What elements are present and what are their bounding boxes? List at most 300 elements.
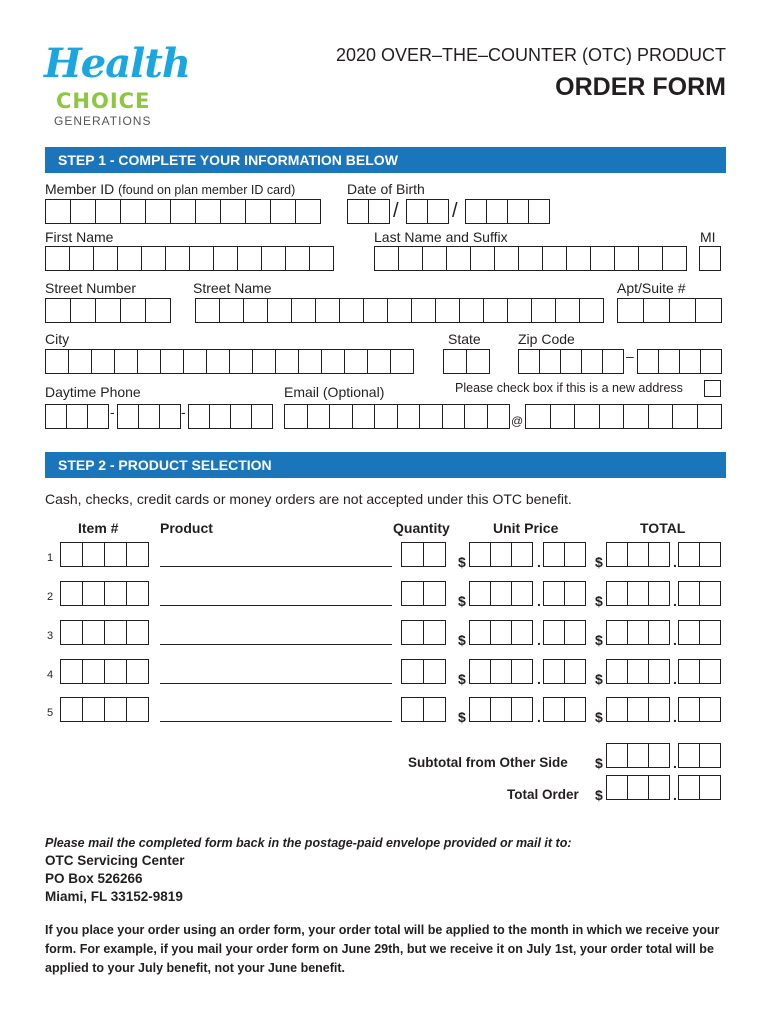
char-box[interactable] bbox=[344, 349, 368, 374]
row-total-cents-field[interactable] bbox=[678, 620, 720, 645]
char-box[interactable] bbox=[435, 298, 460, 323]
char-box[interactable] bbox=[160, 349, 184, 374]
char-box[interactable] bbox=[189, 246, 214, 271]
subtotal-decimal: . bbox=[673, 755, 677, 771]
subtotal-cents-field[interactable] bbox=[678, 743, 720, 768]
subtotal-dollars-field[interactable] bbox=[606, 743, 669, 768]
char-box[interactable] bbox=[401, 697, 424, 722]
unit-price-dollars-field[interactable] bbox=[469, 620, 532, 645]
unit-price-cents-field[interactable] bbox=[543, 659, 585, 684]
street-number-field[interactable] bbox=[45, 298, 170, 323]
char-box[interactable] bbox=[195, 298, 220, 323]
char-box[interactable] bbox=[648, 542, 670, 567]
char-box[interactable] bbox=[511, 659, 533, 684]
char-box[interactable] bbox=[550, 404, 576, 429]
char-box[interactable] bbox=[126, 581, 149, 606]
char-box[interactable] bbox=[291, 298, 316, 323]
char-box[interactable] bbox=[678, 775, 700, 800]
char-box[interactable] bbox=[419, 404, 443, 429]
char-box[interactable] bbox=[270, 199, 296, 224]
quantity-field[interactable] bbox=[401, 620, 445, 645]
char-box[interactable] bbox=[648, 581, 670, 606]
unit-price-dollars-field[interactable] bbox=[469, 659, 532, 684]
row-total-dollars-field[interactable] bbox=[606, 659, 669, 684]
char-box[interactable] bbox=[574, 404, 600, 429]
char-box[interactable] bbox=[543, 581, 565, 606]
char-box[interactable] bbox=[309, 246, 334, 271]
char-box[interactable] bbox=[188, 404, 210, 429]
char-box[interactable] bbox=[114, 349, 138, 374]
char-box[interactable] bbox=[213, 246, 238, 271]
char-box[interactable] bbox=[627, 697, 649, 722]
char-box[interactable] bbox=[243, 298, 268, 323]
char-box[interactable] bbox=[637, 349, 659, 374]
char-box[interactable] bbox=[251, 404, 273, 429]
char-box[interactable] bbox=[423, 697, 446, 722]
char-box[interactable] bbox=[531, 298, 556, 323]
char-box[interactable] bbox=[104, 659, 127, 684]
char-box[interactable] bbox=[45, 404, 67, 429]
char-box[interactable] bbox=[95, 298, 121, 323]
row-total-cents-field[interactable] bbox=[678, 659, 720, 684]
char-box[interactable] bbox=[699, 743, 721, 768]
char-box[interactable] bbox=[528, 199, 550, 224]
new-address-checkbox[interactable] bbox=[704, 380, 721, 397]
char-box[interactable] bbox=[697, 404, 723, 429]
char-box[interactable] bbox=[486, 199, 508, 224]
char-box[interactable] bbox=[490, 659, 512, 684]
char-box[interactable] bbox=[507, 199, 529, 224]
char-box[interactable] bbox=[464, 404, 488, 429]
char-box[interactable] bbox=[564, 542, 586, 567]
char-box[interactable] bbox=[423, 542, 446, 567]
char-box[interactable] bbox=[60, 659, 83, 684]
email-label: Email (Optional) bbox=[284, 384, 385, 400]
unit-price-currency: $ bbox=[458, 554, 466, 570]
char-box[interactable] bbox=[87, 404, 109, 429]
unit-price-cents-field[interactable] bbox=[543, 581, 585, 606]
char-box[interactable] bbox=[627, 620, 649, 645]
char-box[interactable] bbox=[70, 298, 96, 323]
char-box[interactable] bbox=[170, 199, 196, 224]
char-box[interactable] bbox=[466, 349, 490, 374]
char-box[interactable] bbox=[606, 775, 628, 800]
unit-price-dollars-field[interactable] bbox=[469, 581, 532, 606]
char-box[interactable] bbox=[352, 404, 376, 429]
char-box[interactable] bbox=[126, 542, 149, 567]
char-box[interactable] bbox=[648, 743, 670, 768]
last-name-field[interactable] bbox=[374, 246, 686, 271]
total-order-cents-field[interactable] bbox=[678, 775, 720, 800]
char-box[interactable] bbox=[525, 404, 551, 429]
char-box[interactable] bbox=[104, 542, 127, 567]
char-box[interactable] bbox=[679, 349, 701, 374]
state-field[interactable] bbox=[443, 349, 489, 374]
char-box[interactable] bbox=[678, 743, 700, 768]
char-box[interactable] bbox=[68, 349, 92, 374]
char-box[interactable] bbox=[145, 199, 171, 224]
char-box[interactable] bbox=[120, 199, 146, 224]
dob-day-field[interactable] bbox=[406, 199, 448, 224]
subtotal-currency: $ bbox=[595, 755, 603, 771]
char-box[interactable] bbox=[126, 697, 149, 722]
char-box[interactable] bbox=[614, 246, 639, 271]
char-box[interactable] bbox=[699, 542, 721, 567]
unit-price-cents-field[interactable] bbox=[543, 542, 585, 567]
char-box[interactable] bbox=[590, 246, 615, 271]
char-box[interactable] bbox=[45, 349, 69, 374]
char-box[interactable] bbox=[60, 697, 83, 722]
char-box[interactable] bbox=[307, 404, 331, 429]
char-box[interactable] bbox=[285, 246, 310, 271]
char-box[interactable] bbox=[195, 199, 221, 224]
char-box[interactable] bbox=[117, 246, 142, 271]
char-box[interactable] bbox=[45, 246, 70, 271]
char-box[interactable] bbox=[138, 404, 160, 429]
unit-price-decimal: . bbox=[537, 671, 541, 687]
char-box[interactable] bbox=[104, 581, 127, 606]
row-total-cents-field[interactable] bbox=[678, 581, 720, 606]
char-box[interactable] bbox=[648, 775, 670, 800]
char-box[interactable] bbox=[606, 697, 628, 722]
unit-price-cents-field[interactable] bbox=[543, 620, 585, 645]
char-box[interactable] bbox=[267, 298, 292, 323]
char-box[interactable] bbox=[401, 659, 424, 684]
char-box[interactable] bbox=[539, 349, 561, 374]
char-box[interactable] bbox=[117, 404, 139, 429]
char-box[interactable] bbox=[469, 620, 491, 645]
char-box[interactable] bbox=[411, 298, 436, 323]
col-product-header: Product bbox=[160, 520, 213, 536]
char-box[interactable] bbox=[104, 620, 127, 645]
dob-slash-2: / bbox=[452, 200, 458, 222]
char-box[interactable] bbox=[511, 581, 533, 606]
row-total-currency: $ bbox=[595, 554, 603, 570]
char-box[interactable] bbox=[581, 349, 603, 374]
quantity-field[interactable] bbox=[401, 542, 445, 567]
char-box[interactable] bbox=[315, 298, 340, 323]
char-box[interactable] bbox=[627, 743, 649, 768]
product-line-field[interactable] bbox=[160, 683, 392, 684]
char-box[interactable] bbox=[387, 298, 412, 323]
char-box[interactable] bbox=[566, 246, 591, 271]
char-box[interactable] bbox=[678, 542, 700, 567]
char-box[interactable] bbox=[627, 542, 649, 567]
char-box[interactable] bbox=[699, 775, 721, 800]
char-box[interactable] bbox=[487, 404, 511, 429]
product-line-field[interactable] bbox=[160, 644, 392, 645]
char-box[interactable] bbox=[45, 199, 71, 224]
row-total-cents-field[interactable] bbox=[678, 542, 720, 567]
char-box[interactable] bbox=[401, 542, 424, 567]
phone-line-field[interactable] bbox=[188, 404, 272, 429]
dob-year-field[interactable] bbox=[465, 199, 549, 224]
char-box[interactable] bbox=[662, 246, 687, 271]
quantity-field[interactable] bbox=[401, 697, 445, 722]
char-box[interactable] bbox=[623, 404, 649, 429]
char-box[interactable] bbox=[82, 581, 105, 606]
char-box[interactable] bbox=[339, 298, 364, 323]
char-box[interactable] bbox=[700, 349, 722, 374]
char-box[interactable] bbox=[672, 404, 698, 429]
char-box[interactable] bbox=[126, 659, 149, 684]
char-box[interactable] bbox=[427, 199, 449, 224]
char-box[interactable] bbox=[555, 298, 580, 323]
char-box[interactable] bbox=[678, 620, 700, 645]
char-box[interactable] bbox=[104, 697, 127, 722]
col-total-header: TOTAL bbox=[640, 520, 686, 536]
char-box[interactable] bbox=[423, 620, 446, 645]
char-box[interactable] bbox=[363, 298, 388, 323]
total-order-currency: $ bbox=[595, 787, 603, 803]
product-line-field[interactable] bbox=[160, 566, 392, 567]
col-item-header: Item # bbox=[78, 520, 119, 536]
zip-dash: – bbox=[626, 348, 634, 364]
char-box[interactable] bbox=[507, 298, 532, 323]
char-box[interactable] bbox=[422, 246, 447, 271]
apt-field[interactable] bbox=[617, 298, 721, 323]
total-order-dollars-field[interactable] bbox=[606, 775, 669, 800]
item-number-field[interactable] bbox=[60, 620, 148, 645]
char-box[interactable] bbox=[669, 298, 696, 323]
item-number-field[interactable] bbox=[60, 659, 148, 684]
char-box[interactable] bbox=[606, 620, 628, 645]
char-box[interactable] bbox=[347, 199, 369, 224]
product-line-field[interactable] bbox=[160, 605, 392, 606]
char-box[interactable] bbox=[511, 542, 533, 567]
phone-prefix-field[interactable] bbox=[117, 404, 180, 429]
char-box[interactable] bbox=[627, 659, 649, 684]
item-number-field[interactable] bbox=[60, 697, 148, 722]
char-box[interactable] bbox=[469, 542, 491, 567]
char-box[interactable] bbox=[470, 246, 495, 271]
email-at-sign: @ bbox=[511, 414, 524, 428]
char-box[interactable] bbox=[252, 349, 276, 374]
char-box[interactable] bbox=[606, 659, 628, 684]
row-total-currency: $ bbox=[595, 593, 603, 609]
char-box[interactable] bbox=[511, 697, 533, 722]
char-box[interactable] bbox=[423, 659, 446, 684]
char-box[interactable] bbox=[695, 298, 722, 323]
zip-label: Zip Code bbox=[518, 331, 575, 347]
char-box[interactable] bbox=[699, 246, 721, 271]
char-box[interactable] bbox=[564, 581, 586, 606]
char-box[interactable] bbox=[82, 620, 105, 645]
char-box[interactable] bbox=[511, 620, 533, 645]
phone-area-field[interactable] bbox=[45, 404, 108, 429]
char-box[interactable] bbox=[368, 199, 390, 224]
step1-heading: STEP 1 - COMPLETE YOUR INFORMATION BELOW bbox=[45, 147, 726, 173]
char-box[interactable] bbox=[648, 620, 670, 645]
char-box[interactable] bbox=[494, 246, 519, 271]
char-box[interactable] bbox=[126, 620, 149, 645]
char-box[interactable] bbox=[261, 246, 286, 271]
char-box[interactable] bbox=[284, 404, 308, 429]
member-id-field[interactable] bbox=[45, 199, 320, 224]
quantity-field[interactable] bbox=[401, 659, 445, 684]
char-box[interactable] bbox=[398, 246, 423, 271]
char-box[interactable] bbox=[606, 743, 628, 768]
unit-price-dollars-field[interactable] bbox=[469, 542, 532, 567]
char-box[interactable] bbox=[648, 659, 670, 684]
char-box[interactable] bbox=[678, 697, 700, 722]
char-box[interactable] bbox=[209, 404, 231, 429]
char-box[interactable] bbox=[465, 199, 487, 224]
logo-choice-text: CHOICE bbox=[56, 89, 151, 113]
char-box[interactable] bbox=[93, 246, 118, 271]
email-domain-field[interactable] bbox=[525, 404, 721, 429]
char-box[interactable] bbox=[699, 697, 721, 722]
char-box[interactable] bbox=[60, 581, 83, 606]
char-box[interactable] bbox=[627, 581, 649, 606]
char-box[interactable] bbox=[60, 620, 83, 645]
char-box[interactable] bbox=[518, 246, 543, 271]
phone-dash-1: - bbox=[110, 404, 115, 420]
street-name-field[interactable] bbox=[195, 298, 603, 323]
char-box[interactable] bbox=[91, 349, 115, 374]
char-box[interactable] bbox=[141, 246, 166, 271]
char-box[interactable] bbox=[459, 298, 484, 323]
char-box[interactable] bbox=[390, 349, 414, 374]
char-box[interactable] bbox=[599, 404, 625, 429]
char-box[interactable] bbox=[542, 246, 567, 271]
char-box[interactable] bbox=[401, 620, 424, 645]
char-box[interactable] bbox=[617, 298, 644, 323]
char-box[interactable] bbox=[206, 349, 230, 374]
char-box[interactable] bbox=[275, 349, 299, 374]
char-box[interactable] bbox=[401, 581, 424, 606]
char-box[interactable] bbox=[638, 246, 663, 271]
char-box[interactable] bbox=[406, 199, 428, 224]
char-box[interactable] bbox=[329, 404, 353, 429]
char-box[interactable] bbox=[560, 349, 582, 374]
new-address-label: Please check box if this is a new address bbox=[455, 381, 683, 395]
char-box[interactable] bbox=[60, 542, 83, 567]
row-total-dollars-field[interactable] bbox=[606, 620, 669, 645]
char-box[interactable] bbox=[183, 349, 207, 374]
row-total-dollars-field[interactable] bbox=[606, 542, 669, 567]
zip-ext-field[interactable] bbox=[637, 349, 721, 374]
char-box[interactable] bbox=[543, 659, 565, 684]
char-box[interactable] bbox=[446, 246, 471, 271]
char-box[interactable] bbox=[564, 659, 586, 684]
char-box[interactable] bbox=[490, 620, 512, 645]
char-box[interactable] bbox=[70, 199, 96, 224]
char-box[interactable] bbox=[564, 620, 586, 645]
char-box[interactable] bbox=[374, 246, 399, 271]
unit-price-cents-field[interactable] bbox=[543, 697, 585, 722]
dob-label: Date of Birth bbox=[347, 181, 425, 197]
char-box[interactable] bbox=[643, 298, 670, 323]
product-line-field[interactable] bbox=[160, 721, 392, 722]
char-box[interactable] bbox=[237, 246, 262, 271]
char-box[interactable] bbox=[699, 659, 721, 684]
step2-heading: STEP 2 - PRODUCT SELECTION bbox=[45, 452, 726, 478]
char-box[interactable] bbox=[159, 404, 181, 429]
char-box[interactable] bbox=[321, 349, 345, 374]
char-box[interactable] bbox=[219, 298, 244, 323]
char-box[interactable] bbox=[423, 581, 446, 606]
char-box[interactable] bbox=[245, 199, 271, 224]
char-box[interactable] bbox=[648, 404, 674, 429]
char-box[interactable] bbox=[137, 349, 161, 374]
char-box[interactable] bbox=[648, 697, 670, 722]
char-box[interactable] bbox=[678, 581, 700, 606]
char-box[interactable] bbox=[564, 697, 586, 722]
char-box[interactable] bbox=[120, 298, 146, 323]
char-box[interactable] bbox=[606, 581, 628, 606]
first-name-field[interactable] bbox=[45, 246, 333, 271]
row-total-dollars-field[interactable] bbox=[606, 581, 669, 606]
char-box[interactable] bbox=[374, 404, 398, 429]
city-field[interactable] bbox=[45, 349, 413, 374]
total-order-decimal: . bbox=[673, 787, 677, 803]
char-box[interactable] bbox=[699, 581, 721, 606]
char-box[interactable] bbox=[543, 697, 565, 722]
char-box[interactable] bbox=[490, 697, 512, 722]
char-box[interactable] bbox=[397, 404, 421, 429]
char-box[interactable] bbox=[229, 349, 253, 374]
char-box[interactable] bbox=[490, 581, 512, 606]
unit-price-dollars-field[interactable] bbox=[469, 697, 532, 722]
char-box[interactable] bbox=[295, 199, 321, 224]
char-box[interactable] bbox=[543, 542, 565, 567]
row-total-dollars-field[interactable] bbox=[606, 697, 669, 722]
item-number-field[interactable] bbox=[60, 581, 148, 606]
char-box[interactable] bbox=[606, 542, 628, 567]
char-box[interactable] bbox=[469, 697, 491, 722]
char-box[interactable] bbox=[165, 246, 190, 271]
char-box[interactable] bbox=[442, 404, 466, 429]
char-box[interactable] bbox=[443, 349, 467, 374]
char-box[interactable] bbox=[627, 775, 649, 800]
dob-month-field[interactable] bbox=[347, 199, 389, 224]
char-box[interactable] bbox=[579, 298, 604, 323]
char-box[interactable] bbox=[490, 542, 512, 567]
char-box[interactable] bbox=[95, 199, 121, 224]
char-box[interactable] bbox=[298, 349, 322, 374]
char-box[interactable] bbox=[145, 298, 171, 323]
char-box[interactable] bbox=[483, 298, 508, 323]
char-box[interactable] bbox=[82, 659, 105, 684]
row-number: 1 bbox=[47, 552, 54, 564]
char-box[interactable] bbox=[602, 349, 624, 374]
char-box[interactable] bbox=[518, 349, 540, 374]
unit-price-currency: $ bbox=[458, 709, 466, 725]
item-number-field[interactable] bbox=[60, 542, 148, 567]
quantity-field[interactable] bbox=[401, 581, 445, 606]
email-user-field[interactable] bbox=[284, 404, 509, 429]
subtotal-label: Subtotal from Other Side bbox=[408, 755, 568, 770]
char-box[interactable] bbox=[543, 620, 565, 645]
char-box[interactable] bbox=[66, 404, 88, 429]
char-box[interactable] bbox=[220, 199, 246, 224]
zip-field[interactable] bbox=[518, 349, 623, 374]
char-box[interactable] bbox=[658, 349, 680, 374]
char-box[interactable] bbox=[82, 697, 105, 722]
char-box[interactable] bbox=[45, 298, 71, 323]
char-box[interactable] bbox=[699, 620, 721, 645]
char-box[interactable] bbox=[69, 246, 94, 271]
char-box[interactable] bbox=[469, 581, 491, 606]
row-total-cents-field[interactable] bbox=[678, 697, 720, 722]
mi-field[interactable] bbox=[699, 246, 720, 271]
char-box[interactable] bbox=[678, 659, 700, 684]
char-box[interactable] bbox=[230, 404, 252, 429]
char-box[interactable] bbox=[469, 659, 491, 684]
char-box[interactable] bbox=[82, 542, 105, 567]
char-box[interactable] bbox=[367, 349, 391, 374]
